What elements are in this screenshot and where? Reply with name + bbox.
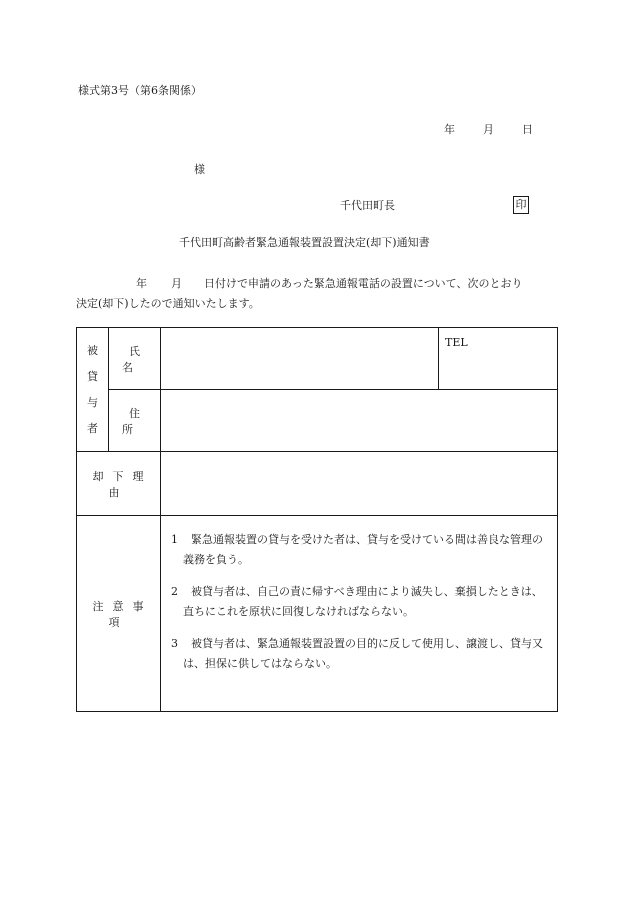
date-day: 日: [522, 123, 533, 136]
rejection-value-cell: [161, 452, 558, 516]
tel-cell: [439, 328, 558, 390]
date-line: [444, 123, 533, 137]
note-number: 2: [171, 585, 178, 598]
borrower-char: 被: [87, 343, 98, 357]
note-text: 緊急通報装置の貸与を受けた者は、貸与を受けている間は善良な管理の義務を負う。: [183, 533, 543, 566]
borrower-char: 与: [87, 395, 98, 409]
borrower-char: 者: [87, 421, 98, 435]
form-number: 様式第3号（第6条関係）: [78, 84, 202, 97]
body-paragraph: [76, 274, 554, 314]
body-month: 月: [171, 277, 182, 290]
document-title: 千代田町高齢者緊急通報装置設置決定(却下)通知書: [179, 236, 430, 249]
rejection-label-cell: [77, 452, 161, 516]
date-month: 月: [483, 123, 494, 136]
table-row-notes: [77, 516, 558, 712]
body-year: 年: [136, 277, 147, 290]
rejection-label: 却下理由: [92, 469, 153, 499]
note-item: [169, 582, 551, 622]
notes-label-cell: [77, 516, 161, 712]
address-label-cell: [109, 390, 161, 452]
body-line2: 決定(却下)したので通知いたします。: [76, 297, 260, 310]
note-text: 被貸与者は、自己の責に帰すべき理由により滅失し、棄損したときは、直ちにこれを原状に回復しなければならない。: [183, 585, 543, 618]
date-year: 年: [444, 123, 455, 136]
borrower-char: 貸: [87, 369, 98, 383]
note-number: 1: [171, 533, 178, 546]
name-label: 氏名: [122, 344, 154, 374]
name-value-cell: [161, 328, 439, 390]
address-label: 住所: [122, 406, 154, 436]
table-row-name: [77, 328, 558, 390]
note-item: [169, 530, 551, 570]
issuer-name: 千代田町長: [340, 199, 395, 212]
table-row-address: [77, 390, 558, 452]
notes-label: 注意事項: [92, 599, 153, 629]
notes-content-cell: [161, 516, 558, 712]
body-line1: 日付けで申請のあった緊急通報電話の設置について、次のとおり: [204, 277, 523, 290]
note-number: 3: [171, 637, 178, 650]
name-label-cell: [109, 328, 161, 390]
seal-stamp: 印: [513, 196, 529, 214]
note-item: [169, 634, 551, 674]
notice-table: [76, 327, 558, 712]
recipient-suffix: 様: [194, 163, 205, 176]
note-text: 被貸与者は、緊急通報装置設置の目的に反して使用し、譲渡し、貸与又は、担保に供してはならない。: [183, 637, 543, 670]
tel-label: TEL: [445, 336, 468, 349]
table-row-rejection: [77, 452, 558, 516]
address-value-cell: [161, 390, 558, 452]
borrower-group-label: [77, 328, 109, 452]
